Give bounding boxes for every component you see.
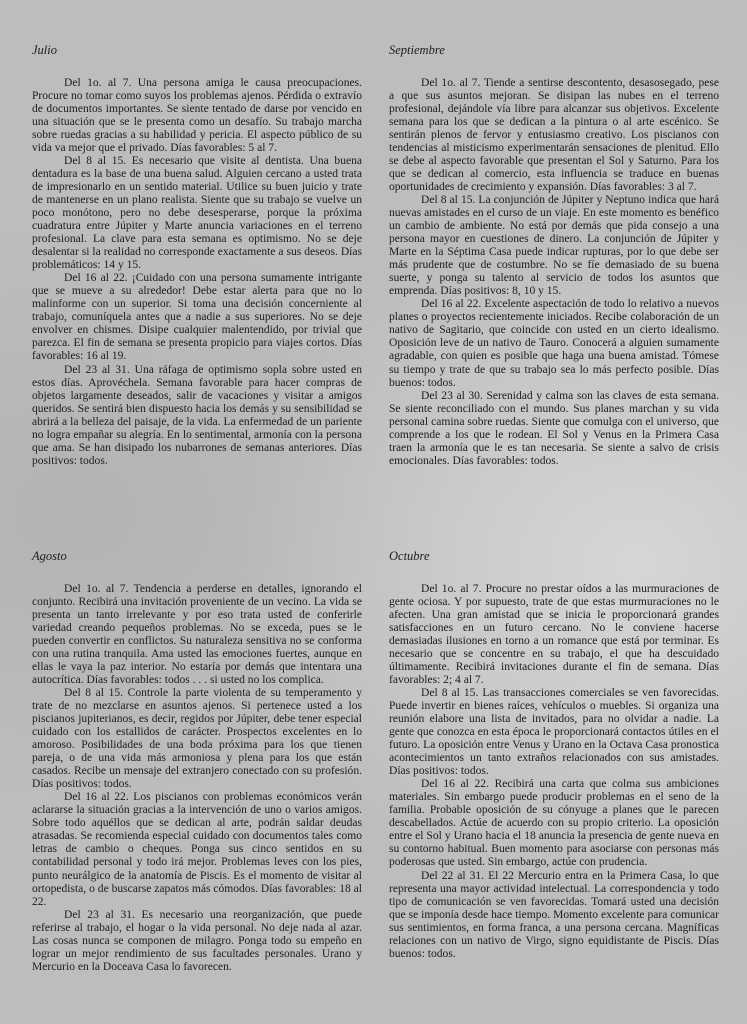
- month-heading: Octubre: [389, 549, 430, 563]
- month-heading: Julio: [32, 43, 57, 57]
- week-paragraph: Del 8 al 15. La conjunción de Júpiter y Neptuno indica que hará nuevas amistades en el curso de un viaje. En este momento es benéfico un cambio de ambiente. No está por demás que pida consejo a una persona mayor en cuestiones de dinero. La conjunción de Júpiter y Marte en la Séptima Casa puede indicar rupturas, por lo que debe ser más prudente que de costumbre. No se fíe demasiado de su buena suerte, y ponga su talento al servicio de todos los asuntos que emprenda. Días positivos: 8, 10 y 15.: [389, 193, 719, 298]
- week-paragraph: Del 1o. al 7. Una persona amiga le causa preocupaciones. Procure no tomar como suyos los problemas ajenos. Pérdida o extravío de documentos importantes. Se siente tentado de darse por vencido en una situación que se le presenta como un desafío. Su trabajo marcha sobre ruedas gracias a su habilidad y pericia. El aspecto público de su vida va mejor que el privado. Días favorables: 5 al 7.: [32, 76, 362, 154]
- week-paragraph: Del 23 al 30. Serenidad y calma son las claves de esta semana. Se siente reconciliado con el mundo. Sus planes marchan y su vida personal camina sobre ruedas. Siente que comulga con el universo, que comprende a los que le rodean. El Sol y Venus en la Primera Casa traen la armonía que le es tan necesaria. Se siente a salvo de crisis emocionales. Días favorables: todos.: [389, 389, 719, 467]
- week-paragraph: Del 23 al 31. Es necesario una reorganización, que puede referirse al trabajo, el hogar o la vida personal. No deje nada al azar. Las cosas nunca se componen de milagro. Ponga todo su empeño en lograr un mejor rendimiento de sus facultades personales. Urano y Mercurio en la Doceava Casa lo favorecen.: [32, 908, 362, 973]
- month-section-octubre: [389, 550, 719, 961]
- week-paragraph: Del 8 al 15. Es necesario que visite al dentista. Una buena dentadura es la base de una buena salud. Alguien cercano a usted trata de impresionarlo en un sentido material. Utilice su buen juicio y trate de mantenerse en un plano realista. Siente que su trabajo se vuelve un poco monótono, pero no debe desesperarse, porque la próxima cuadratura entre Júpiter y Marte anuncia variaciones en el terreno profesional. La clave para esta semana es optimismo. No se deje desalentar si la realidad no corresponde exactamente a sus deseos. Días problemáticos: 14 y 15.: [32, 154, 362, 272]
- month-section-julio: [32, 44, 362, 468]
- month-heading: Septiembre: [389, 43, 445, 57]
- week-paragraph: Del 8 al 15. Las transacciones comerciales se ven favorecidas. Puede invertir en bienes raíces, vehículos o muebles. Si organiza una reunión elabore una lista de invitados, para no olvidar a nadie. La gente que conozca en esta época le proporcionará contactos útiles en el futuro. La oposición entre Venus y Urano en la Octava Casa pronostica acontecimientos un tanto extraños relacionados con sus amistades. Días positivos: todos.: [389, 686, 719, 778]
- week-paragraph: Del 1o. al 7. Procure no prestar oídos a las murmuraciones de gente ociosa. Y por supuesto, trate de que estas murmuraciones no le afecten. Una gran amistad que se inicia le proporcionará grandes satisfacciones en un futuro cercano. No le conviene hacerse demasiadas ilusiones en torno a un romance que está por terminar. Es necesario que se concentre en su trabajo, el que ha descuidado últimamente. Recibirá invitaciones durante el fin de semana. Días favorables: 2; 4 al 7.: [389, 582, 719, 686]
- week-paragraph: Del 16 al 22. Excelente aspectación de todo lo relativo a nuevos planes o proyectos recientemente iniciados. Recibe colaboración de un nativo de Sagitario, que coincide con usted en un cierto idealismo. Oposición leve de un nativo de Tauro. Conocerá a alguien sumamente agradable, con quien es posible que haga una buena amistad. Tómese su tiempo y trate de que su trabajo sea lo más perfecto posible. Días buenos: todos.: [389, 298, 719, 389]
- week-paragraph: Del 1o. al 7. Tendencia a perderse en detalles, ignorando el conjunto. Recibirá una invitación proveniente de un vecino. La vida se presenta un tanto irrelevante y por eso trata usted de conferirle variedad creando pequeños problemas. No se exceda, pues se le pueden convertir en conflictos. Su naturaleza sensitiva no se conforma con una rutina tranquila. Ama usted las emociones fuertes, aunque en ellas le vaya la paz interior. No estaría por demás que intentara una autocrítica. Días favorables: todos . . . si usted no los complica.: [32, 582, 362, 686]
- month-section-septiembre: [389, 44, 719, 468]
- week-paragraph: Del 16 al 22. Recibirá una carta que colma sus ambiciones materiales. Sin embargo puede producir problemas en el seno de la familia. Probable oposición de su cónyuge a planes que le parecen descabellados. Actúe de acuerdo con su propio criterio. La oposición entre el Sol y Urano hacia el 18 anuncia la presencia de gente nueva en su contorno habitual. Buen momento para asociarse con personas más poderosas que usted. Sin embargo, actúe con prudencia.: [389, 778, 719, 869]
- week-paragraph: Del 22 al 31. El 22 Mercurio entra en la Primera Casa, lo que representa una mayor actividad intelectual. La correspondencia y todo tipo de comunicación se ven favorecidas. Tomará usted una decisión que se imponía desde hace tiempo. Momento excelente para comunicar sus sentimientos, en forma franca, a una persona cercana. Magníficas relaciones con un nativo de Virgo, signo equidistante de Piscis. Días buenos: todos.: [389, 869, 719, 960]
- week-paragraph: Del 8 al 15. Controle la parte violenta de su temperamento y trate de no mezclarse en asuntos ajenos. Si pertenece usted a los piscianos jupiterianos, es decir, regidos por Júpiter, debe tener especial cuidado con los estallidos de carácter. Prospectos excelentes en lo amoroso. Posibilidades de una boda próxima para los que tienen pareja, o de una vida más armoniosa y plena para los que están casados. Recibe un mensaje del extranjero conectado con su profesión. Días positivos: todos.: [32, 686, 362, 791]
- month-heading: Agosto: [32, 549, 67, 563]
- week-paragraph: Del 1o. al 7. Tiende a sentirse descontento, desasosegado, pese a que sus asuntos mejoran. Se disipan las nubes en el terreno profesional, dejándole vía libre para alcanzar sus objetivos. Excelente semana para los que se dedican a la pintura o al arte escénico. Se sentirán plenos de fervor y entusiasmo creativo. Los piscianos con tendencias al misticismo experimentarán sensaciones de plenitud. Ello se debe al aspecto favorable que presentan el Sol y Saturno. Para los que se dedican al comercio, esta influencia se traduce en buenas oportunidades de crecimiento y expansión. Días favorables: 3 al 7.: [389, 76, 719, 193]
- week-paragraph: Del 23 al 31. Una ráfaga de optimismo sopla sobre usted en estos días. Aprovéchela. Semana favorable para hacer compras de objetos largamente deseados, salir de vacaciones y visitar a amigos queridos. Se sentirá bien dispuesto hacia los demás y su sensibilidad se abrirá a la belleza del paisaje, de la vida. La enfermedad de un pariente no logra empañar su alegría. En lo sentimental, armonía con la persona que ama. Se han disipado los nubarrones de semanas anteriores. Días positivos: todos.: [32, 363, 362, 467]
- week-paragraph: Del 16 al 22. ¡Cuidado con una persona sumamente intrigante que se mueve a su alrededor! Debe estar alerta para que no lo malinforme con un superior. Si toma una decisión concerniente al trabajo, comuníquela antes que a nadie a sus superiores. No se deje envolver en chismes. Disipe cualquier malentendido, por trivial que parezca. El fin de semana se presenta propicio para viajes cortos. Días favorables: 16 al 19.: [32, 272, 362, 363]
- month-section-agosto: [32, 550, 362, 974]
- week-paragraph: Del 16 al 22. Los piscianos con problemas económicos verán aclararse la situación gracias a la intervención de uno o varios amigos. Sobre todo aquéllos que se dedican al arte, podrán saldar deudas atrasadas. Se recomienda especial cuidado con documentos tales como letras de cambio o cheques. Ponga sus cinco sentidos en su contabilidad personal y todo irá mejor. Problemas leves con los pies, punto neurálgico de la anatomía de Piscis. Es el momento de visitar al ortopedista, o de buscarse zapatos más cómodos. Días favorables: 18 al 22.: [32, 791, 362, 908]
